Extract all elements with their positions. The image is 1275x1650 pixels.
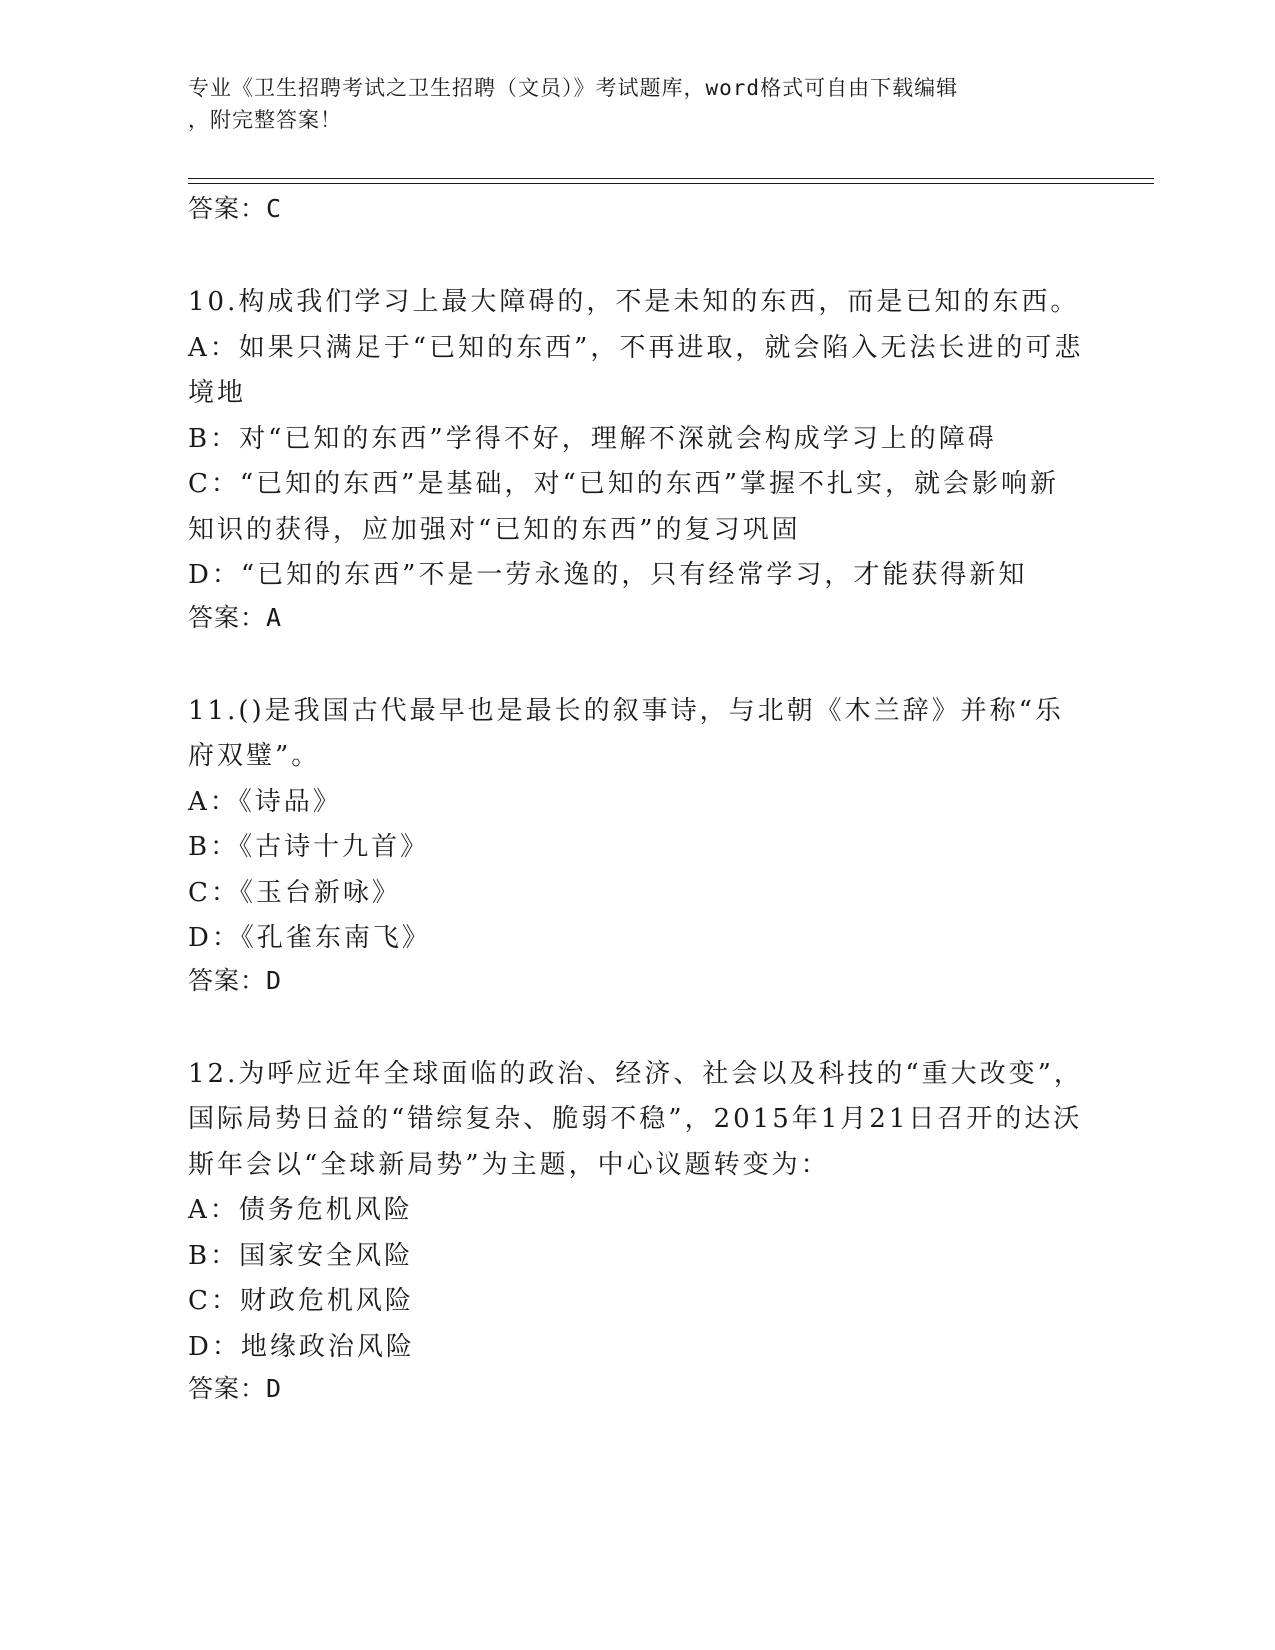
answer-value: C (266, 194, 283, 223)
option-b: B：对“已知的东西”学得不好，理解不深就会构成学习上的障碍 (188, 423, 997, 454)
option-c: C：《玉台新咏》 (188, 877, 401, 908)
answer-line (188, 194, 1088, 224)
option-d: D：《孔雀东南飞》 (188, 923, 431, 953)
document-header (188, 72, 1088, 136)
option-a: A：如果只满足于“已知的东西”，不再进取，就会陷入无法长进的可悲境地 (188, 332, 1084, 408)
question-stem: 10.构成我们学习上最大障碍的，不是未知的东西，而是已知的东西。 (188, 287, 1080, 317)
header-rule-top (188, 178, 1154, 179)
option-a: A：《诗品》 (188, 786, 342, 817)
option-a: A：债务危机风险 (188, 1195, 413, 1225)
answer-label: 答案： (188, 602, 267, 632)
answer-value: A (266, 602, 283, 632)
question-stem: 12.为呼应近年全球面临的政治、经济、社会以及科技的“重大改变”，国际局势日益的“错综复杂、脆弱不稳”，2015年1月21日召开的达沃斯年会以“全球新局势”为主题，中心议题转变为： (188, 1058, 1083, 1180)
header-line-1: 专业《卫生招聘考试之卫生招聘（文员）》考试题库，word格式可自由下载编辑 (188, 76, 959, 100)
answer-line (188, 1374, 1088, 1404)
option-c: C：财政危机风险 (188, 1286, 414, 1316)
document-body (188, 186, 1088, 1404)
answer-label: 答案： (188, 194, 267, 223)
question-12 (188, 1052, 1088, 1405)
answer-line (188, 603, 1088, 633)
header-line-2: ，附完整答案！ (188, 108, 342, 132)
question-stem: 11.()是我国古代最早也是最长的叙事诗，与北朝《木兰辞》并称“乐府双璧”。 (188, 695, 1064, 771)
answer-label: 答案： (188, 965, 267, 995)
option-d: D：地缘政治风险 (188, 1331, 415, 1362)
option-c: C：“已知的东西”是基础，对“已知的东西”掌握不扎实，就会影响新知识的获得，应加强对“已知的东西”的复习巩固 (188, 469, 1060, 545)
answer-label: 答案： (188, 1374, 267, 1403)
answer-value: D (266, 1374, 283, 1403)
answer-value: D (266, 965, 283, 995)
option-d: D：“已知的东西”不是一劳永逸的，只有经常学习，才能获得新知 (188, 560, 1028, 590)
option-b: B：国家安全风险 (188, 1240, 414, 1271)
header-rule-bottom (188, 183, 1154, 184)
question-11 (188, 689, 1088, 996)
question-10 (188, 280, 1088, 633)
answer-line (188, 966, 1088, 996)
option-b: B：《古诗十九首》 (188, 832, 430, 862)
